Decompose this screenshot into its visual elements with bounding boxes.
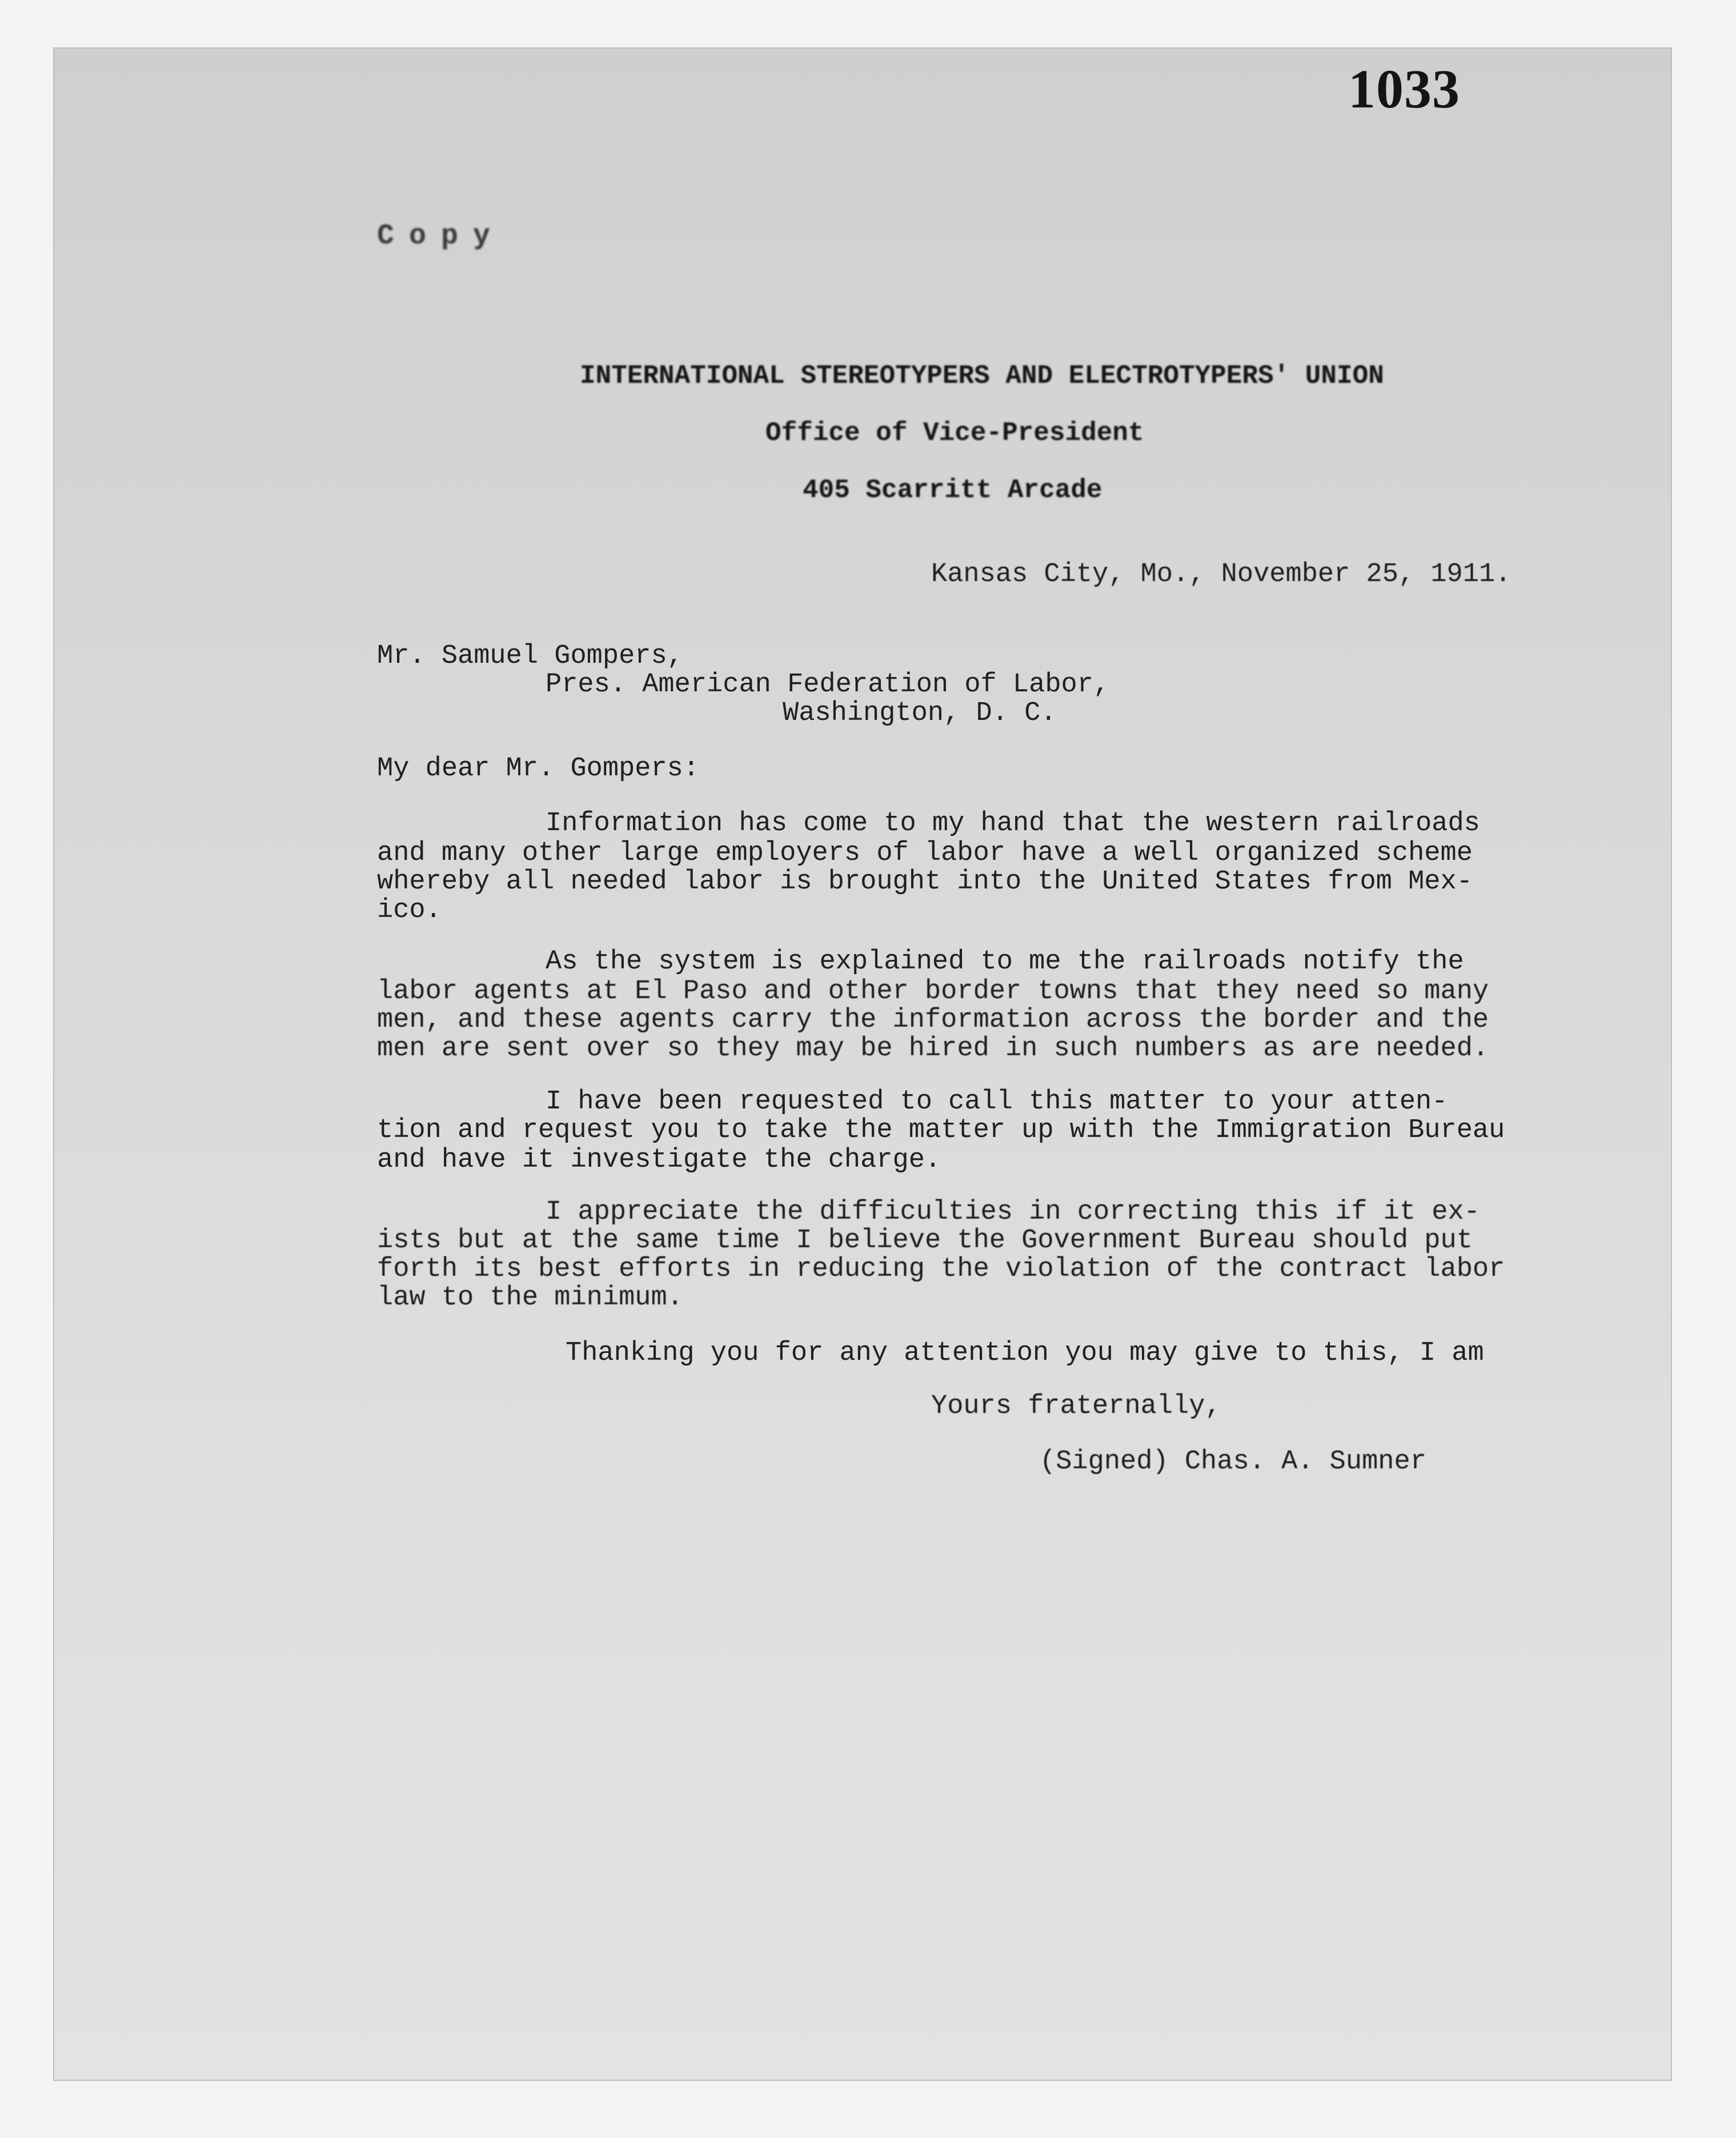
closing: Yours fraternally, — [931, 1391, 1221, 1422]
letterhead-org: INTERNATIONAL STEREOTYPERS AND ELECTROTYPERS' UNION — [580, 361, 1384, 391]
body-line: ico. — [377, 895, 442, 926]
letterhead-office: Office of Vice-President — [765, 418, 1144, 448]
body-line: Thanking you for any attention you may give to this, I am — [566, 1338, 1484, 1368]
body-line: I have been requested to call this matter to your atten- — [546, 1087, 1448, 1117]
body-line: ists but at the same time I believe the Government Bureau should put — [377, 1226, 1473, 1256]
body-line: law to the minimum. — [377, 1283, 683, 1313]
letterhead-address: 405 Scarritt Arcade — [803, 475, 1102, 505]
signature: (Signed) Chas. A. Sumner — [1040, 1447, 1426, 1477]
body-line: labor agents at El Paso and other border towns that they need so many — [377, 976, 1489, 1007]
body-line: tion and request you to take the matter up with the Immigration Bureau — [377, 1115, 1505, 1146]
dateline: Kansas City, Mo., November 25, 1911. — [931, 559, 1512, 590]
page-number: 1033 — [1348, 58, 1460, 119]
body-line: forth its best efforts in reducing the violation of the contract labor — [377, 1254, 1505, 1284]
recipient-name: Mr. Samuel Gompers, — [377, 641, 683, 671]
body-line: men, and these agents carry the information across the border and the — [377, 1005, 1489, 1035]
body-line: As the system is explained to me the railroads notify the — [546, 947, 1464, 977]
recipient-city: Washington, D. C. — [783, 698, 1057, 728]
body-line: Information has come to my hand that the western railroads — [546, 808, 1480, 839]
body-line: men are sent over so they may be hired in such numbers as are needed. — [377, 1034, 1489, 1064]
body-line: whereby all needed labor is brought into the United States from Mex- — [377, 867, 1473, 897]
recipient-title: Pres. American Federation of Labor, — [546, 670, 1110, 700]
body-line: and many other large employers of labor have a well organized scheme — [377, 838, 1473, 868]
letter-page — [54, 49, 1671, 2080]
salutation: My dear Mr. Gompers: — [377, 754, 700, 784]
body-line: I appreciate the difficulties in correcting this if it ex- — [546, 1197, 1480, 1227]
body-line: and have it investigate the charge. — [377, 1145, 941, 1175]
copy-mark: Copy — [377, 220, 506, 253]
